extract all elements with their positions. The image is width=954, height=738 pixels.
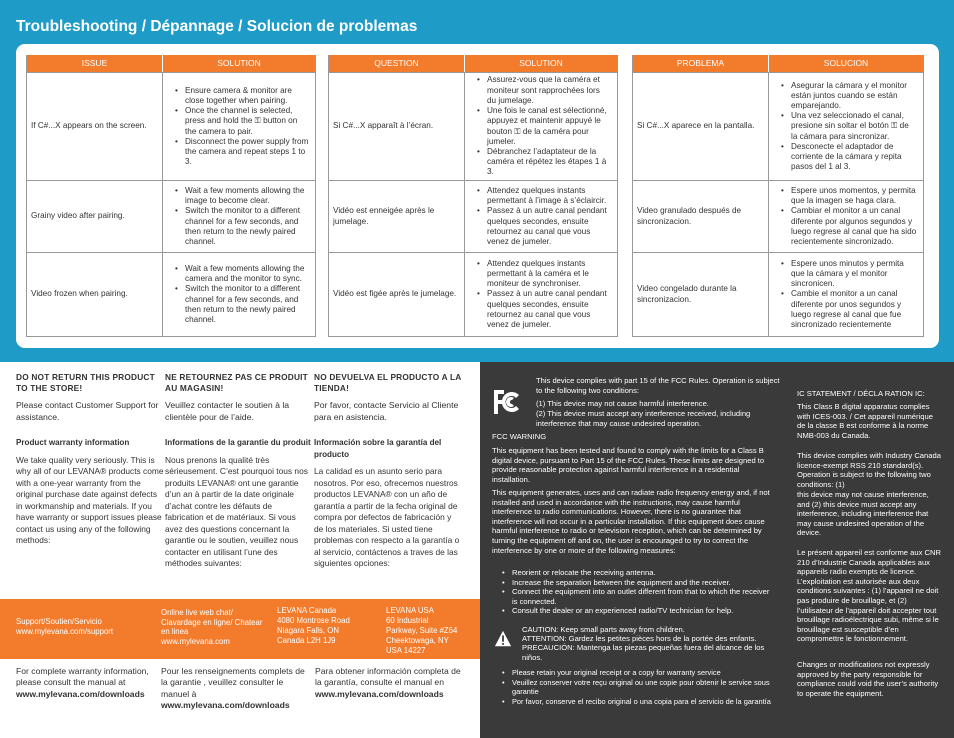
caution-en: CAUTION: Keep small parts away from children. xyxy=(522,625,685,634)
solution-step: • Cambiar el monitor a un canal diferente por algunos segundos y luego regrese al canal que ha sido recientemente sincronizado. xyxy=(781,206,917,247)
fcc-condition-1: (1) This device may not cause harmful interference. xyxy=(536,399,709,408)
contact-note: Please contact Customer Support for assistance. xyxy=(16,400,159,422)
solution-list xyxy=(781,81,917,173)
solution-step: • Attendez quelques instants permettant à l’image à s’éclaircir. xyxy=(477,186,611,206)
table-header xyxy=(633,55,923,72)
solution-step: • Assurez-vous que la caméra et moniteur sont rapprochées lors du jumelage. xyxy=(477,75,611,106)
solution-step: • Passez à un autre canal pendant quelques secondes, ensuite retournez au canal que vous venez de jumeler. xyxy=(477,206,611,247)
ic-changes-note: Changes or modifications not expressly approved by the party responsible for compliance could void the user’s authority to operate the equipment. xyxy=(797,660,939,698)
issue-text: Grainy video after pairing. xyxy=(31,211,125,221)
fcc-warning-1: This equipment has been tested and found to comply with the limits for a Class B digital device, pursuant to Part 15 of the FCC Rules. These limits are designed to provide reasonable protection against harmful interference in a residential installation. xyxy=(492,446,765,484)
solution-step: • Cambie el monitor a un canal diferente por unos segundos y luego regrese al canal que fue sincronizado recientemente xyxy=(781,289,917,330)
header-solution: SOLUTION xyxy=(217,58,261,68)
measure-item: • Consult the dealer or an experienced radio/TV technician for help. xyxy=(502,606,772,616)
return-warning: NE RETOURNEZ PAS CE PRODUIT AU MAGASIN! xyxy=(165,372,308,393)
troubleshooting-table-en xyxy=(26,55,316,337)
table-row xyxy=(633,180,923,252)
address-canada-postal: Canada L2H 1J9 xyxy=(277,636,336,645)
fcc-condition-2: (2) This device must accept any interference received, including interference that may cause undesired operation. xyxy=(536,409,751,428)
address-usa-street: 60 Industrial xyxy=(386,616,429,625)
warranty-heading: Product warranty information xyxy=(16,438,130,448)
solution-step: • Ensure camera & monitor are close together when pairing. xyxy=(175,86,309,106)
table-row xyxy=(27,180,315,252)
table-row xyxy=(329,72,617,180)
solution-step: • Asegurar la cámara y el monitor están juntos cuando se están emparejando. xyxy=(781,81,917,112)
fcc-logo-icon xyxy=(492,387,522,417)
ic-statement-1: This Class B digital apparatus complies with ICES-003. / Cet appareil numérique de la classe B est conforme à la norme NMB-003 du Canada. xyxy=(797,402,933,440)
solution-list xyxy=(175,264,309,325)
solution-list xyxy=(477,186,611,247)
solution-step: • Espere unos minutos y permita que la cámara y el monitor sincronicen. xyxy=(781,259,917,290)
table-header xyxy=(27,55,315,72)
address-usa-suite: Parkway, Suite #Z64 xyxy=(386,626,458,635)
address-canada-city: Niagara Falls, ON xyxy=(277,626,339,635)
receipt-list xyxy=(502,668,792,706)
receipt-item: • Please retain your original receipt or a copy for warranty service xyxy=(502,668,792,678)
solution-list xyxy=(477,75,611,177)
warranty-column-fr xyxy=(165,372,313,570)
issue-text: Video granulado después de sincronizacion. xyxy=(637,206,742,226)
troubleshooting-table-es xyxy=(632,55,924,337)
solution-step: • Switch the monitor to a different channel for a few seconds, and then return to the newly paired channel. xyxy=(175,284,309,325)
troubleshooting-table-fr xyxy=(328,55,618,337)
issue-text: Vidéo est enneigée après le jumelage. xyxy=(333,206,435,226)
fcc-measures-list xyxy=(502,568,772,616)
solution-list xyxy=(477,259,611,330)
ic-heading: IC STATEMENT / DÉCLA RATION IC: xyxy=(797,389,925,398)
caution-es: PRECAUCIÓN: Mantenga las piezas pequeñas fuera del alcance de los niños. xyxy=(522,643,765,662)
page-title: Troubleshooting / Dépannage / Solucion de problemas xyxy=(16,18,418,35)
issue-text: Si C#...X apparaît à l’écran. xyxy=(333,121,434,131)
warranty-column-es xyxy=(314,372,462,570)
footer-text: Pour les renseignements complets de la garantie , veuillez consulter le manuel à xyxy=(161,666,305,699)
address-canada-name: LEVANA Canada xyxy=(277,606,337,615)
measure-item: • Increase the separation between the equipment and the receiver. xyxy=(502,578,772,588)
caution-fr: ATTENTION: Gardez les petites pièces hors de la portée des enfants. xyxy=(522,634,757,643)
solution-list xyxy=(781,186,917,247)
downloads-link[interactable]: www.mylevana.com/downloads xyxy=(315,688,444,699)
address-usa-zip: USA 14227 xyxy=(386,646,426,655)
footer-text: Para obtener información completa de la garantía, consulte el manual en xyxy=(315,666,461,688)
table-row xyxy=(329,180,617,252)
table-row xyxy=(27,72,315,180)
footer-en xyxy=(16,666,164,700)
solution-step: • Switch the monitor to a different channel for a few seconds, and then return to the newly paired channel. xyxy=(175,206,309,247)
chat-link[interactable]: www.mylevana.com xyxy=(161,637,230,646)
issue-text: Si C#...X aparece en la pantalla. xyxy=(637,121,755,131)
solution-step: • Desconecte el adaptador de corriente de la cámara y repita pasos del 1 al 3. xyxy=(781,142,917,173)
solution-step: • Una vez seleccionado el canal, presione sin soltar el botón ⚿ de la cámara para sincronizar. xyxy=(781,111,917,142)
fcc-warning-heading: FCC WARNING xyxy=(492,432,547,441)
warning-icon xyxy=(494,630,512,648)
ic-statement-3: this device may not cause interference, and (2) this device must accept any interference, including interference that may cause undesired operation of the device. xyxy=(797,490,929,538)
warranty-heading: Información sobre la garantía del producto xyxy=(314,438,442,459)
address-usa-city: Cheektowaga, NY xyxy=(386,636,449,645)
measure-item: • Reorient or relocate the receiving antenna. xyxy=(502,568,772,578)
return-warning: NO DEVUELVA EL PRODUCTO A LA TIENDA! xyxy=(314,372,462,393)
regulatory-panel xyxy=(480,362,954,738)
issue-text: Video frozen when pairing. xyxy=(31,289,128,299)
ic-statement-2: This device complies with Industry Canada licence-exempt RSS 210 standard(s). Operation is subject to the following two conditions: (1) xyxy=(797,451,941,489)
solution-list xyxy=(781,259,917,330)
measure-item: • Connect the equipment into an outlet different from that to which the receiver is connected. xyxy=(502,587,772,606)
support-bar xyxy=(0,599,480,659)
warranty-column-en xyxy=(16,372,164,547)
header-issue: PROBLEMA xyxy=(633,55,769,72)
warranty-text: We take quality very seriously. This is why all of our LEVANA® products come with a one-year warranty from the original purchase date against defects in workmanship and materials. If you have warranty or support issues please contact us using any of the following methods: xyxy=(16,454,164,546)
chat-label: Online live web chat/ Clavardage en ligne/ Chatear en linea xyxy=(161,608,263,637)
fcc-warning-2: This equipment generates, uses and can radiate radio frequency energy and, if not installed and used in accordance with the instructions, may cause harmful interference to radio communications. However, there is no guarantee that interference will not occur in a particular installation. If this equipment does cause harmful interference to radio or television reception, which can be determined by turning the equipment off and on, the user is encouraged to try to correct the interference by one or more of the following measures: xyxy=(492,488,770,555)
warranty-text: Nous prenons la qualité très sérieusement. C’est pourquoi tous nos produits LEVANA® ont une garantie d’un an à partir de la date originale d’achat contre les défauts de fabrication et de matériaux. Si vous avez des questions concernant la garantie ou le soutien, veuillez nous contacter en utilisant l’une des méthodes suivantes: xyxy=(165,454,308,569)
header-solution: SOLUCION xyxy=(823,58,869,68)
ic-statement-fr: Le présent appareil est conforme aux CNR 210 d’Industrie Canada applicables aux appareils radio exempts de licence. L’exploitation est autorisée aux deux conditions suivantes : (1) l’appareil ne doit pas produire de brouillage, et (2) l’utilisateur de l’appareil doit accepter tout brouillage radioélectrique subi, même si le brouillage est susceptible d’en compromettre le fonctionnement. xyxy=(797,548,941,644)
header-solution: SOLUTION xyxy=(519,58,563,68)
support-label: Support/Soutien/Servicio xyxy=(16,617,102,626)
downloads-link[interactable]: www.mylevana.com/downloads xyxy=(161,699,290,710)
warranty-heading: Informations de la garantie du produit xyxy=(165,438,311,448)
issue-text: Vidéo est figée après le jumelage. xyxy=(333,289,457,299)
footer-fr xyxy=(161,666,309,711)
table-header xyxy=(329,55,617,72)
issue-text: If C#...X appears on the screen. xyxy=(31,121,147,131)
solution-step: • Disconnect the power supply from the camera and repeat steps 1 to 3. xyxy=(175,137,309,168)
solution-step: • Wait a few moments allowing the image to become clear. xyxy=(175,186,309,206)
table-row xyxy=(633,72,923,180)
downloads-link[interactable]: www.mylevana.com/downloads xyxy=(16,688,145,699)
support-link[interactable]: www.mylevana.com/support xyxy=(16,627,114,636)
solution-step: • Espere unos momentos, y permita que la imagen se haga clara. xyxy=(781,186,917,206)
header-issue: QUESTION xyxy=(329,55,465,72)
return-warning: DO NOT RETURN THIS PRODUCT TO THE STORE! xyxy=(16,372,155,393)
receipt-item: • Por favor, conserve el recibo original o una copia para el servicio de la garantía xyxy=(502,697,792,707)
solution-step: • Wait a few moments allowing the camera and the monitor to sync. xyxy=(175,264,309,284)
footer-es xyxy=(315,666,463,700)
contact-note: Veuillez contacter le soutien à la clientèle pour de l’aide. xyxy=(165,400,290,422)
solution-list xyxy=(175,186,309,247)
solution-step: • Once the channel is selected, press and hold the ⚿ button on the camera to pair. xyxy=(175,106,309,137)
fcc-intro: This device complies with part 15 of the FCC Rules. Operation is subject to the following two conditions: xyxy=(536,376,780,395)
address-usa-name: LEVANA USA xyxy=(386,606,434,615)
receipt-item: • Veuillez conserver votre reçu original ou une copie pour obtenir le service sous garantie xyxy=(502,678,792,697)
solution-step: • Attendez quelques instants permettant à la caméra et le moniteur de synchroniser. xyxy=(477,259,611,290)
solution-list xyxy=(175,86,309,168)
solution-step: • Débranchez l’adaptateur de la caméra et répétez les étapes 1 à 3. xyxy=(477,147,611,178)
issue-text: Video congelado durante la sincronizacion. xyxy=(637,284,737,304)
warranty-text: La calidad es un asunto serio para nosotros. Por eso, ofrecemos nuestros productos LEVANA® con un año de garantía a partir de la fecha original de compra por defectos de fabricación y de los materiales. Si usted tiene problemas con respecto a la garantía o al servicio, contáctenos a traves de las siguientes opciones: xyxy=(314,466,460,569)
solution-step: • Une fois le canal est sélectionné, appuyez et maintenir appuyé le bouton ⚿ de la caméra pour jumeler. xyxy=(477,106,611,147)
solution-step: • Passez à un autre canal pendant quelques secondes, ensuite retournez au canal que vous venez de jumeler. xyxy=(477,289,611,330)
contact-note: Por favor, contacte Servicio al Cliente para en asistencia. xyxy=(314,400,459,422)
table-row xyxy=(633,252,923,336)
table-row xyxy=(27,252,315,336)
table-row xyxy=(329,252,617,336)
address-canada-street: 4080 Montrose Road xyxy=(277,616,350,625)
footer-text: For complete warranty information, please consult the manual at xyxy=(16,666,149,688)
header-issue: ISSUE xyxy=(27,55,163,72)
